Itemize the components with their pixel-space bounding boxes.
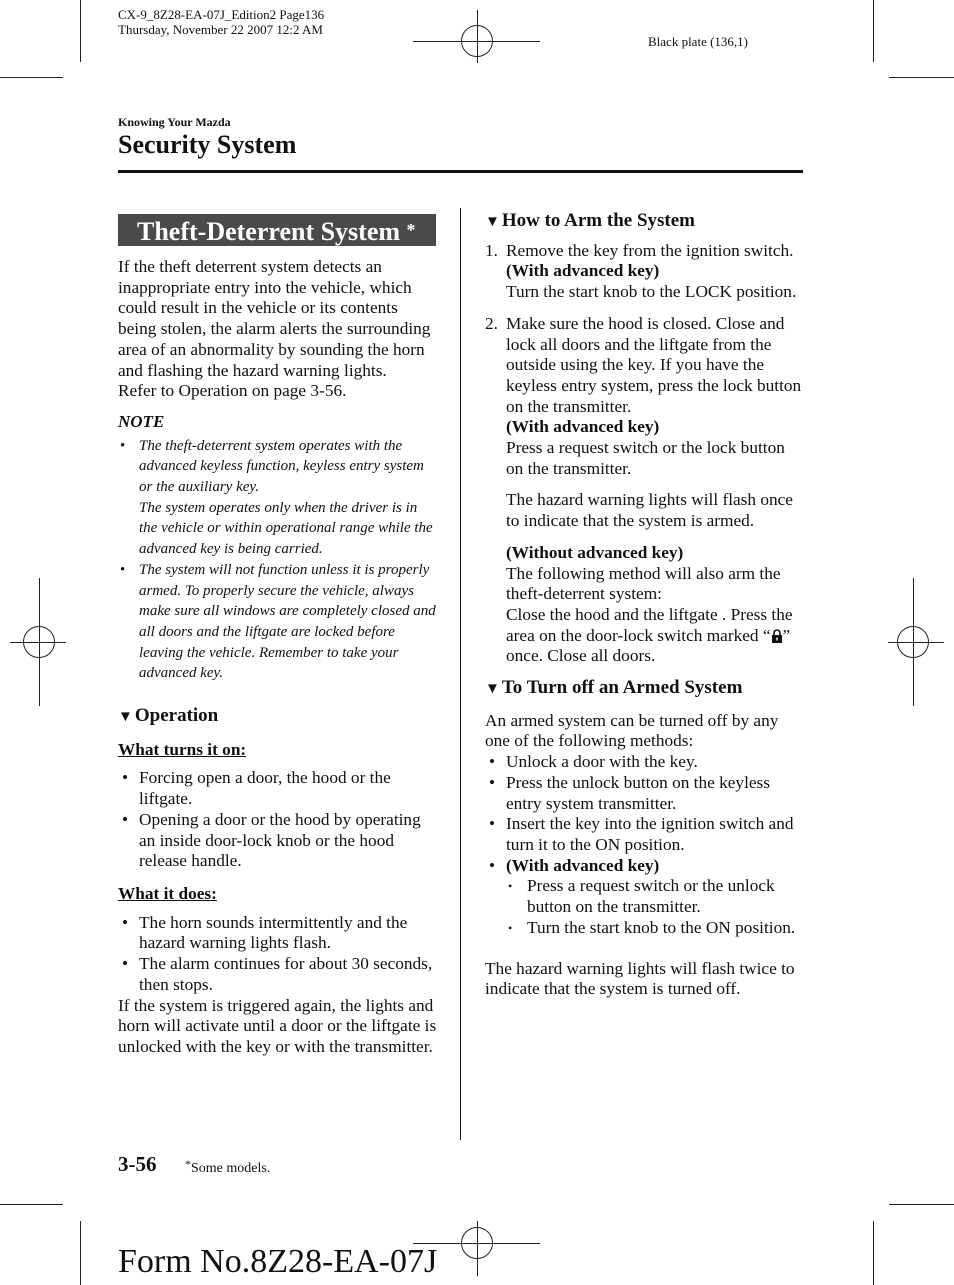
page-title: Security System <box>118 130 297 159</box>
operation-heading-text: Operation <box>134 705 219 727</box>
crop-mark <box>873 1221 874 1285</box>
crop-mark <box>889 1204 954 1205</box>
triggered-paragraph: If the system is triggered again, the lights and horn will activate until a door or the liftgate is unlocked with the key or with the transmitter. <box>118 995 437 1056</box>
list-item: • The alarm continues for about 30 seconds, then stops. <box>118 954 438 995</box>
step-number: 2. <box>485 313 498 333</box>
crop-mark <box>80 0 81 62</box>
step-text: The following method will also arm the theft-deterrent system: <box>506 563 781 604</box>
crop-mark <box>873 0 874 62</box>
registration-mark <box>461 25 493 57</box>
chapter-label: Knowing Your Mazda <box>118 115 231 129</box>
arm-heading <box>485 211 805 233</box>
does-list <box>118 913 438 996</box>
section-banner <box>118 214 436 246</box>
without-advanced-key-label: (Without advanced key) <box>506 542 684 562</box>
arm-steps <box>485 241 805 667</box>
list-item: • Opening a door or the hood by operating an inside door-lock knob or the hood release handle. <box>118 810 438 872</box>
advanced-key-label: (With advanced key) <box>506 417 660 437</box>
step-text: Turn the start knob to the LOCK position. <box>506 282 797 302</box>
list-item: • The horn sounds intermittently and the hazard warning lights flash. <box>118 913 438 954</box>
footnote <box>185 1157 270 1177</box>
turns-on-list <box>118 768 438 872</box>
note-text: The system operates only when the driver is in the vehicle or within operational range while the advanced key is being carried. <box>139 499 433 558</box>
step-text-part: ” once. Close all doors. <box>506 625 791 666</box>
note-text: • The theft-deterrent system operates with the advanced keyless function, keyless entry system or the auxiliary key. <box>139 437 424 496</box>
step-text-part: Close the hood and the liftgate . Press the area on the door-lock switch marked “ <box>506 604 793 645</box>
right-column <box>485 211 805 1000</box>
crop-mark <box>0 77 63 78</box>
printer-info-line2: Thursday, November 22 2007 12:2 AM <box>118 22 323 37</box>
list-item <box>485 856 805 939</box>
registration-mark <box>461 1227 493 1259</box>
title-rule <box>118 170 803 173</box>
left-column <box>118 257 438 1058</box>
off-heading <box>485 678 805 700</box>
advanced-key-label: • (With advanced key) <box>506 855 660 875</box>
crop-mark <box>80 1221 81 1285</box>
crop-mark <box>0 1204 63 1205</box>
turns-on-heading: What turns it on: <box>118 739 247 759</box>
asterisk-mark: * <box>185 1157 191 1171</box>
step-number: 1. <box>485 240 498 260</box>
step-text: Make sure the hood is closed. Close and lock all doors and the liftgate from the outside using the key. If you have the keyless entry system, press the lock button on the transmitter. <box>506 313 802 416</box>
list-item: • Insert the key into the ignition switch and turn it to the ON position. <box>485 814 805 855</box>
plate-label: Black plate (136,1) <box>648 34 748 49</box>
note-item <box>118 436 438 560</box>
form-number: Form No.8Z28-EA-07J <box>118 1243 438 1280</box>
advanced-key-label: (With advanced key) <box>506 261 660 281</box>
registration-mark <box>23 626 55 658</box>
list-item: • Press the unlock button on the keyless entry system transmitter. <box>485 773 805 814</box>
lock-icon <box>771 629 783 643</box>
step-item <box>485 314 805 667</box>
off-final: The hazard warning lights will flash twice to indicate that the system is turned off. <box>485 958 795 999</box>
list-item: • Unlock a door with the key. <box>485 752 805 773</box>
note-heading: NOTE <box>118 411 165 431</box>
list-item: • Forcing open a door, the hood or the liftgate. <box>118 768 438 809</box>
refer-paragraph: Refer to Operation on page 3-56. <box>118 381 347 401</box>
asterisk-mark: * <box>406 220 416 240</box>
note-text: • The system will not function unless it is properly armed. To properly secure the vehicle, always make sure all windows are completely closed and all doors and the liftgate are locked before leaving the vehicle. Remember to take your advanced key. <box>139 561 436 682</box>
step-item <box>485 241 805 303</box>
off-intro: An armed system can be turned off by any one of the following methods: <box>485 710 779 751</box>
step-text: Remove the key from the ignition switch. <box>506 240 794 260</box>
printer-info-line1: CX-9_8Z28-EA-07J_Edition2 Page136 <box>118 7 325 22</box>
down-triangle-icon: ▼ <box>118 709 133 726</box>
note-list <box>118 436 438 684</box>
operation-heading <box>118 706 438 728</box>
note-item <box>118 560 438 684</box>
off-heading-text: To Turn off an Armed System <box>501 677 743 699</box>
does-heading: What it does: <box>118 883 217 903</box>
list-item: • Turn the start knob to the ON position. <box>506 918 805 939</box>
off-methods-list <box>485 752 805 938</box>
page-number: 3-56 <box>118 1152 157 1176</box>
down-triangle-icon: ▼ <box>485 681 500 698</box>
off-advanced-list <box>506 876 805 938</box>
registration-mark <box>897 626 929 658</box>
footnote-text: Some models. <box>191 1161 271 1176</box>
step-text: The hazard warning lights will flash once to indicate that the system is armed. <box>506 490 793 531</box>
arm-heading-text: How to Arm the System <box>501 210 695 231</box>
down-triangle-icon: ▼ <box>485 214 500 230</box>
banner-title: Theft-Deterrent System <box>137 217 401 246</box>
printer-info <box>118 7 324 37</box>
step-text <box>506 605 805 667</box>
intro-paragraph: If the theft deterrent system detects an inappropriate entry into the vehicle, which could result in the vehicle or its contents being stolen, the alarm alerts the surrounding area of an abnormality by sounding the horn and flashing the hazard warning lights. <box>118 257 431 380</box>
step-text: Press a request switch or the lock button on the transmitter. <box>506 438 785 478</box>
crop-mark <box>889 77 954 78</box>
column-divider <box>460 208 461 1140</box>
list-item: • Press a request switch or the unlock button on the transmitter. <box>506 876 805 917</box>
